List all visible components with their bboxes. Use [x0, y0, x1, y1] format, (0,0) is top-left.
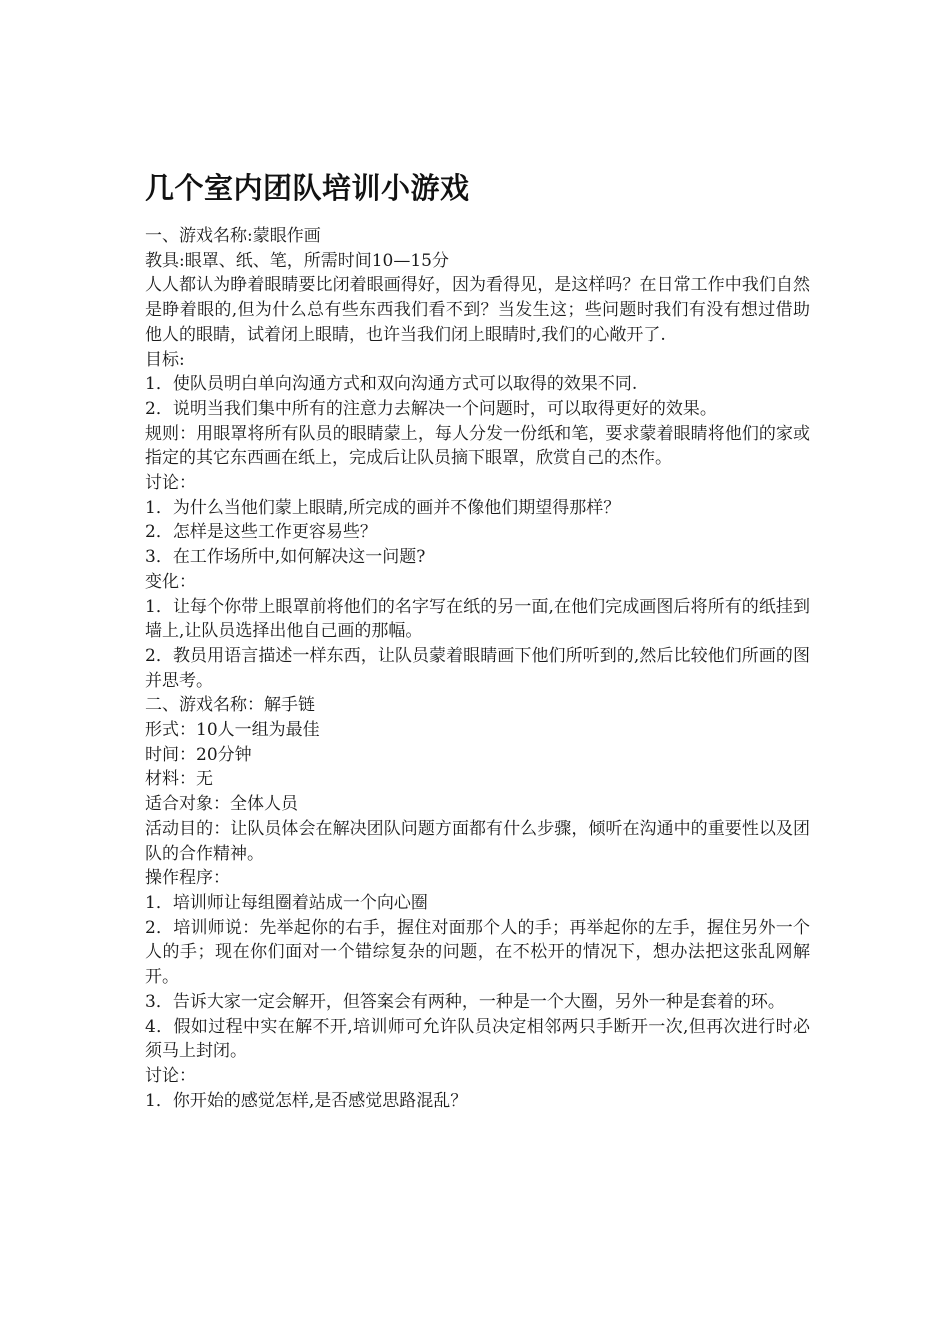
section-heading: 二、游戏名称：解手链	[145, 695, 315, 716]
paragraph: 规则：用眼罩将所有队员的眼睛蒙上，每人分发一份纸和笔，要求蒙着眼睛将他们的家或指定的其它东西画在纸上，完成后让队员摘下眼罩，欣赏自己的杰作。	[145, 423, 810, 469]
list-item: 2．教员用语言描述一样东西，让队员蒙着眼睛画下他们所听到的,然后比较他们所画的图并思考。	[145, 645, 810, 691]
list-item: 1．你开始的感觉怎样,是否感觉思路混乱？	[145, 1090, 468, 1111]
subheading: 目标:	[145, 349, 185, 370]
subheading: 讨论：	[145, 1065, 196, 1086]
paragraph: 活动目的：让队员体会在解决团队问题方面都有什么步骤，倾听在沟通中的重要性以及团队的合作精神。	[145, 818, 810, 864]
subheading: 变化：	[145, 571, 196, 592]
paragraph: 形式：10人一组为最佳	[145, 720, 320, 741]
subheading: 操作程序：	[145, 868, 230, 889]
section-heading: 一、游戏名称:蒙眼作画	[145, 226, 321, 246]
paragraph: 适合对象：全体人员	[145, 794, 298, 815]
list-item: 2．怎样是这些工作更容易些？	[145, 522, 377, 543]
document-title: 几个室内团队培训小游戏	[145, 171, 470, 205]
list-item: 1．培训师让每组圈着站成一个向心圈	[145, 892, 428, 913]
paragraph: 时间：20分钟	[145, 744, 252, 765]
list-item: 2．说明当我们集中所有的注意力去解决一个问题时，可以取得更好的效果。	[145, 398, 717, 419]
document-body	[145, 224, 810, 1113]
list-item: 2．培训师说：先举起你的右手，握住对面那个人的手；再举起你的左手，握住另外一个人的手；现在你们面对一个错综复杂的问题，在不松开的情况下，想办法把这张乱网解开。	[145, 917, 810, 988]
list-item: 3．在工作场所中,如何解决这一问题?	[145, 547, 426, 568]
list-item: 4．假如过程中实在解不开,培训师可允许队员决定相邻两只手断开一次,但再次进行时必须马上封闭。	[145, 1016, 810, 1062]
list-item: 1．让每个你带上眼罩前将他们的名字写在纸的另一面,在他们完成画图后将所有的纸挂到墙上,让队员选择出他自己画的那幅。	[145, 596, 810, 642]
document-page	[145, 168, 810, 1113]
list-item: 1．为什么当他们蒙上眼睛,所完成的画并不像他们期望得那样？	[145, 497, 621, 518]
list-item: 1．使队员明白单向沟通方式和双向沟通方式可以取得的效果不同.	[145, 374, 638, 395]
list-item: 3．告诉大家一定会解开，但答案会有两种，一种是一个大圈，另外一种是套着的环。	[145, 991, 785, 1012]
paragraph: 人人都认为睁着眼睛要比闭着眼画得好，因为看得见，是这样吗？在日常工作中我们自然是睁着眼的,但为什么总有些东西我们看不到？当发生这；些问题时我们有没有想过借助他人的眼睛，试着闭上眼睛，也许当我们闭上眼睛时,我们的心敞开了.	[145, 275, 810, 345]
subheading: 讨论：	[145, 473, 196, 494]
paragraph: 教具:眼罩、纸、笔，所需时间10—15分	[145, 250, 449, 271]
paragraph: 材料：无	[145, 769, 213, 790]
